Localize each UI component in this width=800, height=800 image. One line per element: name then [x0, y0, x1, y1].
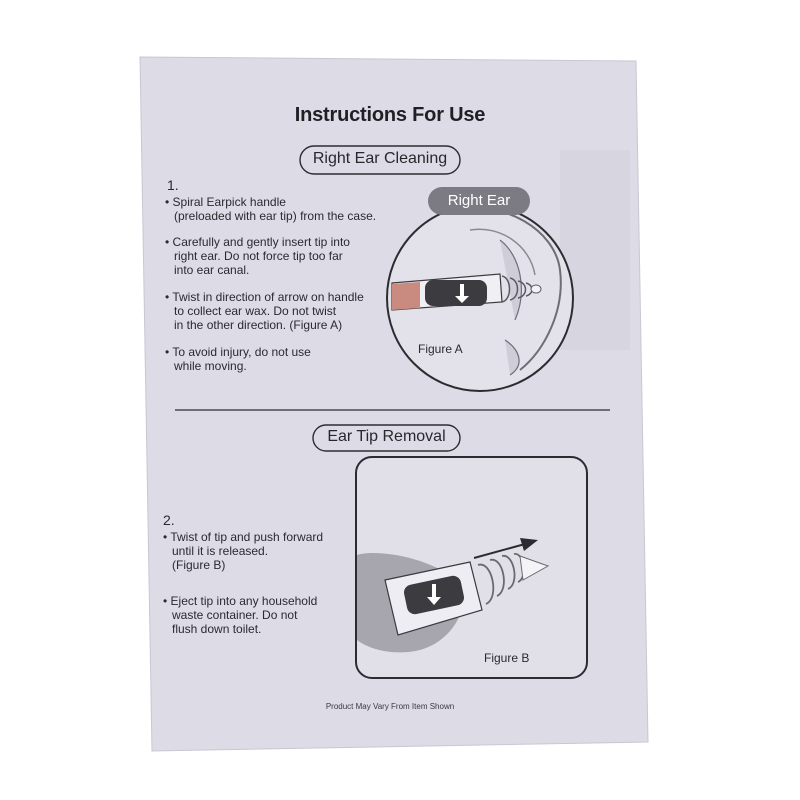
figure-a-caption: Figure A: [418, 342, 463, 356]
bullet-line: • Carefully and gently insert tip into: [165, 235, 350, 249]
bullet-line: • Twist in direction of arrow on handle: [165, 290, 364, 304]
figure-b-illustration: [356, 457, 587, 678]
bullet-line: to collect ear wax. Do not twist: [174, 304, 337, 318]
bullet-line: right ear. Do not force tip too far: [174, 249, 343, 263]
step-1-bullet-2: [165, 235, 380, 277]
bullet-line: (preloaded with ear tip) from the case.: [174, 209, 377, 223]
bullet-line: while moving.: [174, 359, 247, 373]
step-2-bullet-2: [163, 594, 378, 636]
section2-heading: Ear Tip Removal: [327, 428, 446, 445]
step-1-bullet-1: [165, 195, 380, 223]
step-2-bullet-1: [163, 530, 378, 572]
step-2-number: 2.: [163, 512, 175, 528]
bullet-line: in the other direction. (Figure A): [174, 318, 343, 332]
bullet-line: • Twist of tip and push forward: [163, 530, 324, 544]
bullet-line: • Eject tip into any household: [163, 594, 318, 608]
bullet-line: into ear canal.: [174, 263, 250, 277]
bullet-line: until it is released.: [172, 544, 269, 558]
bullet-line: • To avoid injury, do not use: [165, 345, 311, 359]
bullet-line: waste container. Do not: [172, 608, 298, 622]
bullet-line: (Figure B): [172, 558, 226, 572]
bullet-line: • Spiral Earpick handle: [165, 195, 286, 209]
step-1-bullet-3: [165, 290, 380, 332]
figure-a-illustration: [387, 205, 573, 391]
step-1-number: 1.: [167, 177, 179, 193]
figure-b-caption: Figure B: [484, 651, 530, 665]
step-1-bullet-4: [165, 345, 380, 373]
section1-heading: Right Ear Cleaning: [312, 150, 448, 167]
page-title: Instructions For Use: [294, 104, 486, 126]
bullet-line: flush down toilet.: [172, 622, 262, 636]
footer-disclaimer: Product May Vary From Item Shown: [325, 702, 455, 711]
right-ear-badge-label: Right Ear: [447, 192, 511, 209]
